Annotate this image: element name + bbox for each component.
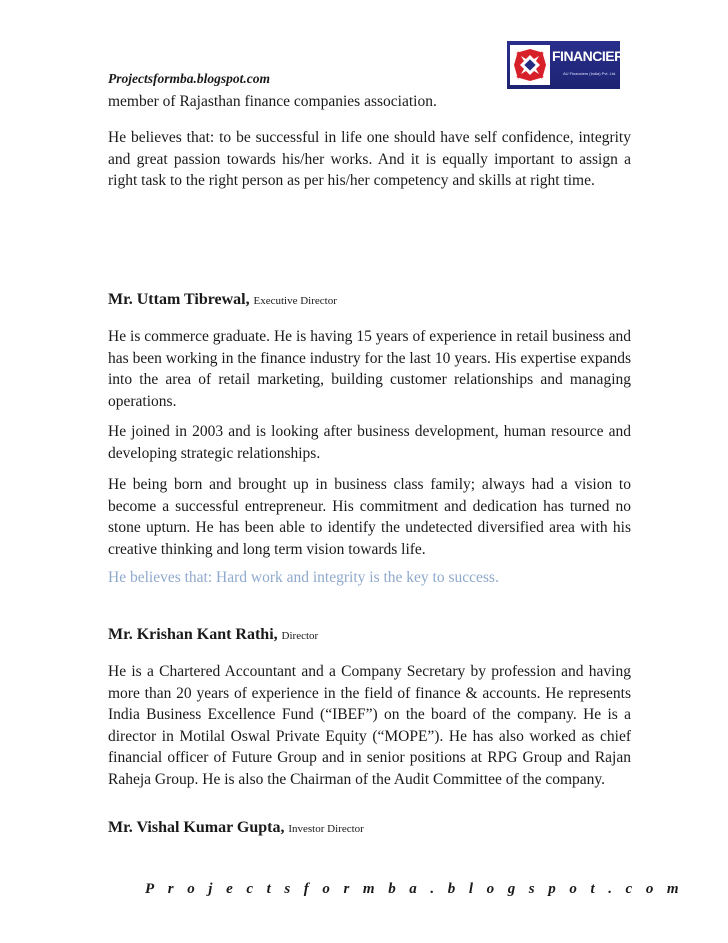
- paragraph-tibrewal-joined: He joined in 2003 and is looking after business development, human resource and developing strategic relationships.: [108, 423, 631, 462]
- logo-subtitle: AU Financiers (India) Pvt. Ltd.: [563, 71, 617, 76]
- person-name: Mr. Krishan Kant Rathi,: [108, 626, 278, 643]
- header-site-label: Projectsformba.blogspot.com: [108, 71, 270, 86]
- logo-swirl-icon: [510, 45, 550, 85]
- paragraph-rathi-profile: He is a Chartered Accountant and a Company Secretary by profession and having more than 20 years of experience in the field of finance & accounts. He represents India Business Excellence Fund (“IBEF”) on the board of the company. He is a director in Motilal Oswal Private Equity (“MOPE”). He has also worked as chief financial officer of Future Group and in senior positions at RPG Group and Rajan Raheja Group. He is also the Chairman of the Audit Committee of the company.: [108, 663, 631, 788]
- person-name: Mr. Vishal Kumar Gupta,: [108, 819, 285, 836]
- person-role: Investor Director: [288, 823, 364, 835]
- footer-site-label: Projectsformba.blogspot.com: [145, 881, 693, 897]
- person-heading-rathi: [108, 624, 631, 647]
- person-role: Executive Director: [253, 295, 337, 307]
- person-role: Director: [281, 630, 319, 642]
- name-separator: ,: [245, 291, 250, 308]
- tibrewal-quote: He believes that: Hard work and integrity is the key to success.: [108, 569, 499, 586]
- person-heading-tibrewal: [108, 289, 631, 312]
- paragraph-tibrewal-vision: He being born and brought up in business class family; always had a vision to become a successful entrepreneur. His commitment and dedication has turned no stone upturn. He has been able to identify the undetected diversified area with his creative thinking and long term vision towards life.: [108, 476, 631, 558]
- person-heading-gupta: [108, 817, 631, 840]
- company-logo: [507, 41, 632, 89]
- logo-name: FINANCIERs: [552, 48, 632, 64]
- paragraph-tibrewal-experience: He is commerce graduate. He is having 15 years of experience in retail business and has been working in the finance industry for the last 10 years. His expertise expands into the area of retail marketing, building customer relationships and managing operations.: [108, 328, 631, 410]
- paragraph-association: member of Rajasthan finance companies association.: [108, 93, 437, 110]
- person-name: Mr. Uttam Tibrewal: [108, 291, 246, 308]
- paragraph-beliefs: He believes that: to be successful in life one should have self confidence, integrity and great passion towards his/her works. And it is equally important to assign a right task to the right person as per his/her competency and skills at right time.: [108, 129, 631, 189]
